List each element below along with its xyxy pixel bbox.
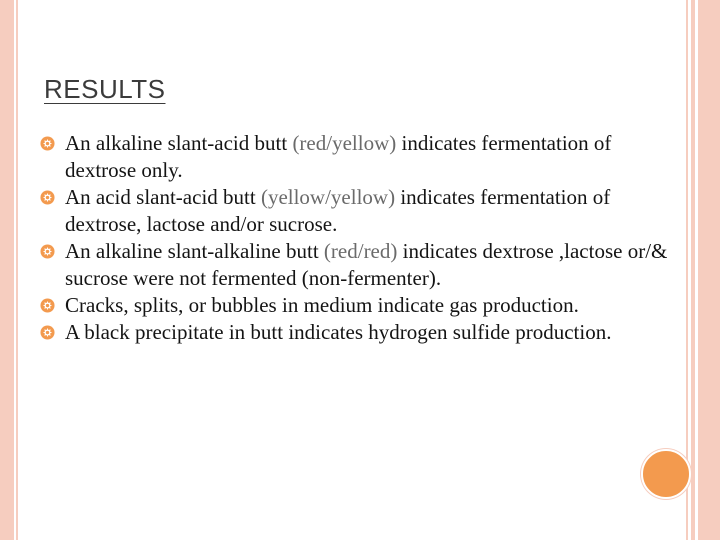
item-text: Cracks, splits, or bubbles in medium indicate gas production.: [65, 293, 579, 317]
list-item: [40, 184, 680, 238]
list-item: [40, 319, 680, 346]
gear-bullet-icon: [40, 190, 55, 205]
gear-bullet-icon: [40, 298, 55, 313]
list-item: [40, 292, 680, 319]
list-item: [40, 238, 680, 292]
results-list: [40, 130, 680, 346]
slide-title: RESULTS: [44, 74, 166, 104]
right-frame-line: [691, 0, 695, 540]
item-highlight: (yellow/yellow): [260, 185, 396, 209]
item-text: An acid slant-acid butt: [65, 185, 261, 209]
item-text: indicates fermentation of dextrose, lactose and/or sucrose.: [65, 185, 611, 236]
item-text: An alkaline slant-acid butt: [65, 131, 293, 155]
item-text: indicates fermentation of dextrose only.: [65, 131, 612, 182]
item-text: An alkaline slant-alkaline butt: [65, 239, 324, 263]
item-text: indicates dextrose ,lactose or/& sucrose were not fermented (non-fermenter).: [65, 239, 668, 290]
decorative-circle: [641, 449, 691, 499]
item-text: A black precipitate in butt indicates hydrogen sulfide production.: [65, 320, 612, 344]
right-frame-bar: [698, 0, 720, 540]
list-item: [40, 130, 680, 184]
left-frame-bar: [0, 0, 14, 540]
gear-bullet-icon: [40, 325, 55, 340]
gear-bullet-icon: [40, 136, 55, 151]
item-highlight: (red/red): [323, 239, 398, 263]
gear-bullet-icon: [40, 244, 55, 259]
item-highlight: (red/yellow): [292, 131, 397, 155]
